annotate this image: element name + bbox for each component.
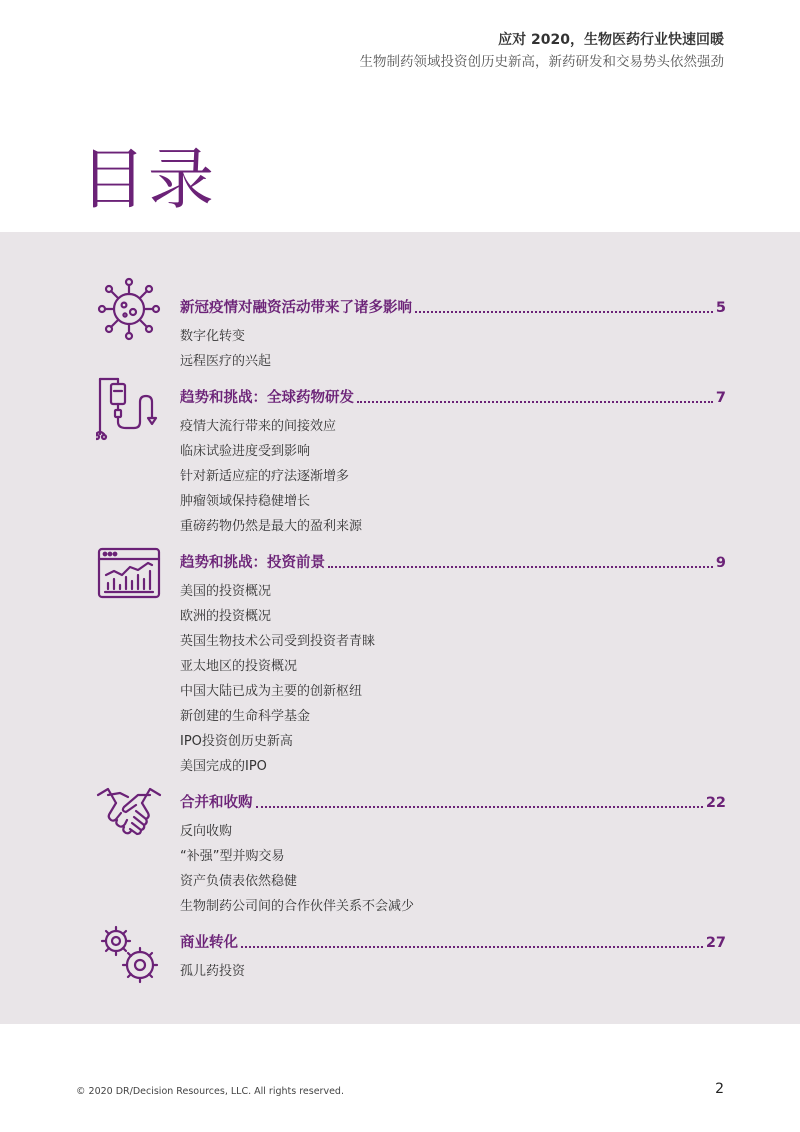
dashboard-chart-icon (96, 545, 162, 611)
toc-sub-item[interactable]: 美国完成的IPO (180, 759, 267, 774)
toc-sub-list (180, 959, 245, 984)
toc-entry-page: 22 (705, 795, 726, 811)
toc-sub-item[interactable]: 亚太地区的投资概况 (180, 659, 298, 674)
toc-entry-title: 新冠疫情对融资活动带来了诸多影响 (180, 300, 412, 316)
toc-sub-item[interactable]: “补强”型并购交易 (180, 849, 285, 864)
virus-icon (96, 276, 162, 342)
toc-sub-item[interactable]: 疫情大流行带来的间接效应 (180, 419, 337, 434)
handshake-icon (96, 783, 162, 849)
toc-sub-list (180, 819, 414, 919)
toc-sub-item[interactable]: 数字化转变 (180, 329, 246, 344)
leader-dots (241, 946, 703, 948)
copyright-notice: © 2020 DR/Decision Resources, LLC. All rights reserved. (76, 1086, 344, 1097)
toc-sub-item[interactable]: 临床试验进度受到影响 (180, 444, 311, 459)
toc-sub-item[interactable]: 欧洲的投资概况 (180, 609, 272, 624)
toc-entry-heading[interactable] (180, 933, 726, 953)
toc-entry-heading[interactable] (180, 298, 726, 318)
toc-sub-item[interactable]: 孤儿药投资 (180, 964, 246, 979)
toc-entry-heading[interactable] (180, 553, 726, 573)
toc-sub-item[interactable]: 肿瘤领域保持稳健增长 (180, 494, 311, 509)
toc-title: 目录 (80, 141, 216, 218)
toc-entry-title: 趋势和挑战：投资前景 (180, 555, 325, 571)
toc-sub-item[interactable]: 资产负债表依然稳健 (180, 874, 298, 889)
toc-sub-item[interactable]: 中国大陆已成为主要的创新枢纽 (180, 684, 363, 699)
toc-entry-title: 合并和收购 (180, 795, 253, 811)
toc-entry-page: 9 (715, 555, 726, 571)
toc-sub-item[interactable]: 远程医疗的兴起 (180, 354, 272, 369)
running-header (360, 30, 725, 72)
toc-sub-item[interactable]: 美国的投资概况 (180, 584, 272, 599)
toc-sub-list (180, 579, 375, 779)
toc-entry-title: 趋势和挑战：全球药物研发 (180, 390, 354, 406)
leader-dots (256, 806, 703, 808)
gears-icon (96, 921, 162, 987)
leader-dots (415, 311, 713, 313)
toc-sub-item[interactable]: 重磅药物仍然是最大的盈利来源 (180, 519, 363, 534)
toc-sub-item[interactable]: 生物制药公司间的合作伙伴关系不会减少 (180, 899, 415, 914)
toc-entry-page: 5 (715, 300, 726, 316)
header-title: 应对 2020，生物医药行业快速回暖 (498, 32, 724, 48)
toc-sub-list (180, 324, 271, 374)
toc-sub-item[interactable]: IPO投资创历史新高 (180, 734, 293, 749)
toc-entry-page: 27 (705, 935, 726, 951)
toc-panel (0, 232, 800, 1024)
toc-entry-heading[interactable] (180, 793, 726, 813)
iv-drip-icon (96, 376, 162, 442)
toc-sub-item[interactable]: 新创建的生命科学基金 (180, 709, 311, 724)
header-subtitle: 生物制药领域投资创历史新高，新药研发和交易势头依然强劲 (359, 54, 724, 70)
page-number: 2 (715, 1081, 724, 1097)
toc-sub-list (180, 414, 362, 539)
toc-sub-item[interactable]: 针对新适应症的疗法逐渐增多 (180, 469, 350, 484)
toc-entry-page: 7 (715, 390, 726, 406)
leader-dots (328, 566, 713, 568)
toc-entry-heading[interactable] (180, 388, 726, 408)
toc-sub-item[interactable]: 英国生物技术公司受到投资者青睐 (180, 634, 376, 649)
toc-entry-title: 商业转化 (180, 935, 238, 951)
leader-dots (357, 401, 713, 403)
toc-sub-item[interactable]: 反向收购 (180, 824, 233, 839)
